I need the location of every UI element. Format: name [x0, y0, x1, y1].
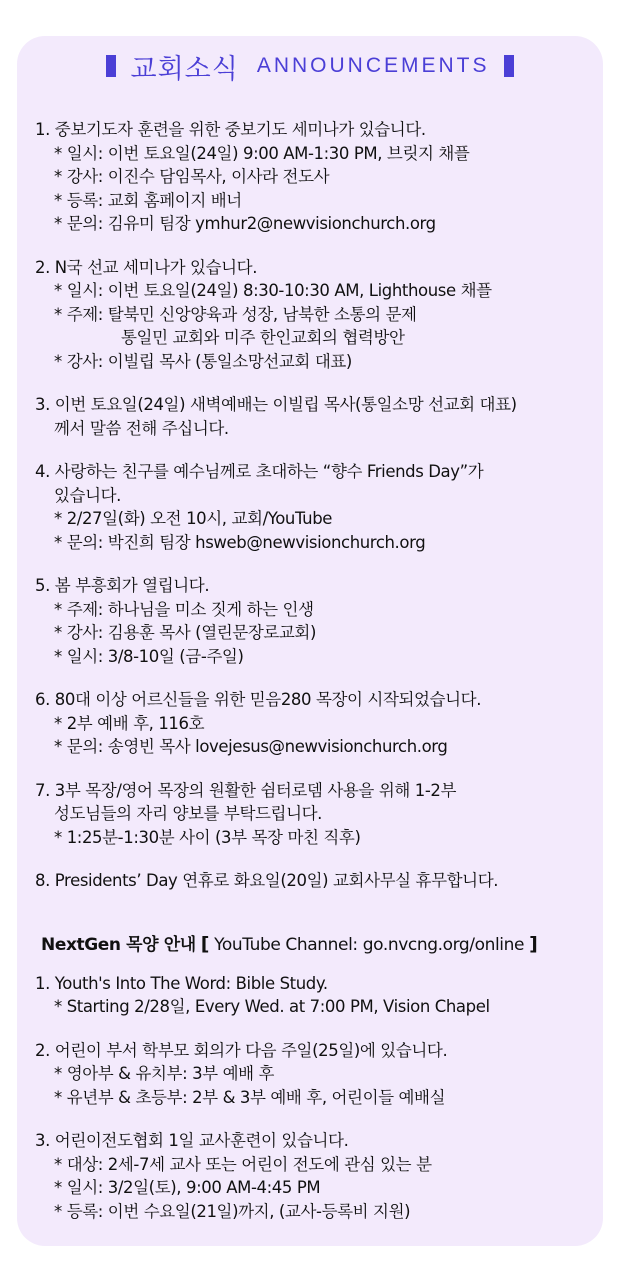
item-detail: * 주제: 탈북민 신앙양육과 성장, 남북한 소통의 문제: [54, 304, 417, 324]
item-detail: * 일시: 3/2일(토), 9:00 AM-4:45 PM: [54, 1178, 321, 1197]
item-detail: * 영아부 & 유치부: 3부 예배 후: [54, 1064, 275, 1083]
announcement-item: [35, 574, 605, 668]
item-detail: * 강사: 이빌립 목사 (통일소망선교회 대표): [54, 351, 352, 371]
item-detail: * 2부 예배 후, 116호: [54, 713, 205, 733]
item-detail: * 문의: 송영빈 목사 lovejesus@newvisionchurch.org: [54, 737, 448, 756]
header-bar-left: [106, 55, 116, 77]
item-heading: 1. Youth's Into The Word: Bible Study.: [35, 973, 328, 993]
item-detail: * 대상: 2세-7세 교사 또는 어린이 전도에 관심 있는 분: [54, 1154, 432, 1174]
item-detail: 성도님들의 자리 양보를 부탁드립니다.: [54, 804, 323, 823]
item-heading: 5. 봄 부흥회가 열립니다.: [35, 576, 210, 595]
nextgen-item: [35, 972, 605, 1019]
item-heading: 7. 3부 목장/영어 목장의 원활한 쉼터로뎀 사용을 위해 1-2부: [35, 780, 457, 800]
item-detail: * 일시: 이번 토요일(24일) 8:30-10:30 AM, Lighthouse 채플: [54, 281, 492, 300]
item-detail: 께서 말씀 전해 주십니다.: [54, 418, 229, 438]
nextgen-item: [35, 1129, 605, 1223]
item-heading: 6. 80대 이상 어르신들을 위한 믿음280 목장이 시작되었습니다.: [35, 690, 482, 709]
item-heading: 2. N국 선교 세미나가 있습니다.: [35, 257, 258, 277]
item-detail: * 문의: 박진희 팀장 hsweb@newvisionchurch.org: [54, 532, 426, 552]
nextgen-bracket-open: [: [200, 932, 210, 955]
announcement-item: [35, 869, 605, 893]
item-detail: * 일시: 이번 토요일(24일) 9:00 AM-1:30 PM, 브릿지 채플: [54, 143, 470, 163]
item-detail: * 강사: 이진수 담임목사, 이사라 전도사: [54, 167, 330, 186]
item-detail: * 문의: 김유미 팀장 ymhur2@newvisionchurch.org: [54, 214, 436, 233]
item-detail: * 강사: 김용훈 목사 (열린문장로교회): [54, 623, 317, 642]
item-detail: * 2/27일(화) 오전 10시, 교회/YouTube: [54, 509, 333, 528]
announcement-item: [35, 256, 605, 374]
item-detail: * 등록: 이번 수요일(21일)까지, (교사-등록비 지원): [54, 1201, 411, 1221]
nextgen-title: NextGen 목양 안내: [41, 934, 196, 955]
header-title-english: ANNOUNCEMENTS: [256, 54, 490, 77]
nextgen-list: [35, 972, 605, 1224]
item-heading: 3. 어린이전도협회 1일 교사훈련이 있습니다.: [35, 1131, 349, 1150]
item-detail: 통일민 교회와 미주 한인교회의 협력방안: [121, 328, 405, 347]
announcement-item: [35, 779, 605, 850]
item-heading: 4. 사랑하는 친구를 예수님께로 초대하는 “향수 Friends Day”가: [35, 462, 484, 481]
item-detail: * 주제: 하나님을 미소 짓게 하는 인생: [54, 599, 314, 619]
announcement-item: [35, 393, 605, 440]
item-heading: 8. Presidents’ Day 연휴로 화요일(20일) 교회사무실 휴무합니다.: [35, 871, 499, 890]
item-heading: 1. 중보기도자 훈련을 위한 중보기도 세미나가 있습니다.: [35, 120, 426, 139]
announcement-item: [35, 118, 605, 236]
item-detail: * 일시: 3/8-10일 (금-주일): [54, 646, 244, 666]
item-detail: * Starting 2/28일, Every Wed. at 7:00 PM, Vision Chapel: [54, 997, 490, 1016]
header-title-korean: 교회소식: [130, 53, 239, 85]
nextgen-bracket-close: ]: [529, 932, 538, 955]
announcements-content: [35, 118, 605, 1243]
item-heading: 2. 어린이 부서 학부모 회의가 다음 주일(25일)에 있습니다.: [35, 1040, 448, 1060]
item-detail: * 등록: 교회 홈페이지 배너: [54, 190, 242, 210]
header-bar-right: [504, 55, 514, 77]
item-heading: 3. 이번 토요일(24일) 새벽예배는 이빌립 목사(통일소망 선교회 대표): [35, 395, 517, 414]
announcement-list: [35, 118, 605, 893]
nextgen-item: [35, 1039, 605, 1110]
nextgen-heading: [35, 931, 605, 958]
announcements-header: [17, 44, 603, 88]
nextgen-channel: YouTube Channel: go.nvcng.org/online: [214, 934, 525, 955]
item-detail: * 유년부 & 초등부: 2부 & 3부 예배 후, 어린이들 예배실: [54, 1087, 446, 1107]
announcement-item: [35, 688, 605, 759]
item-detail: * 1:25분-1:30분 사이 (3부 목장 마친 직후): [54, 827, 361, 847]
item-detail: 있습니다.: [54, 485, 122, 505]
announcement-item: [35, 460, 605, 554]
